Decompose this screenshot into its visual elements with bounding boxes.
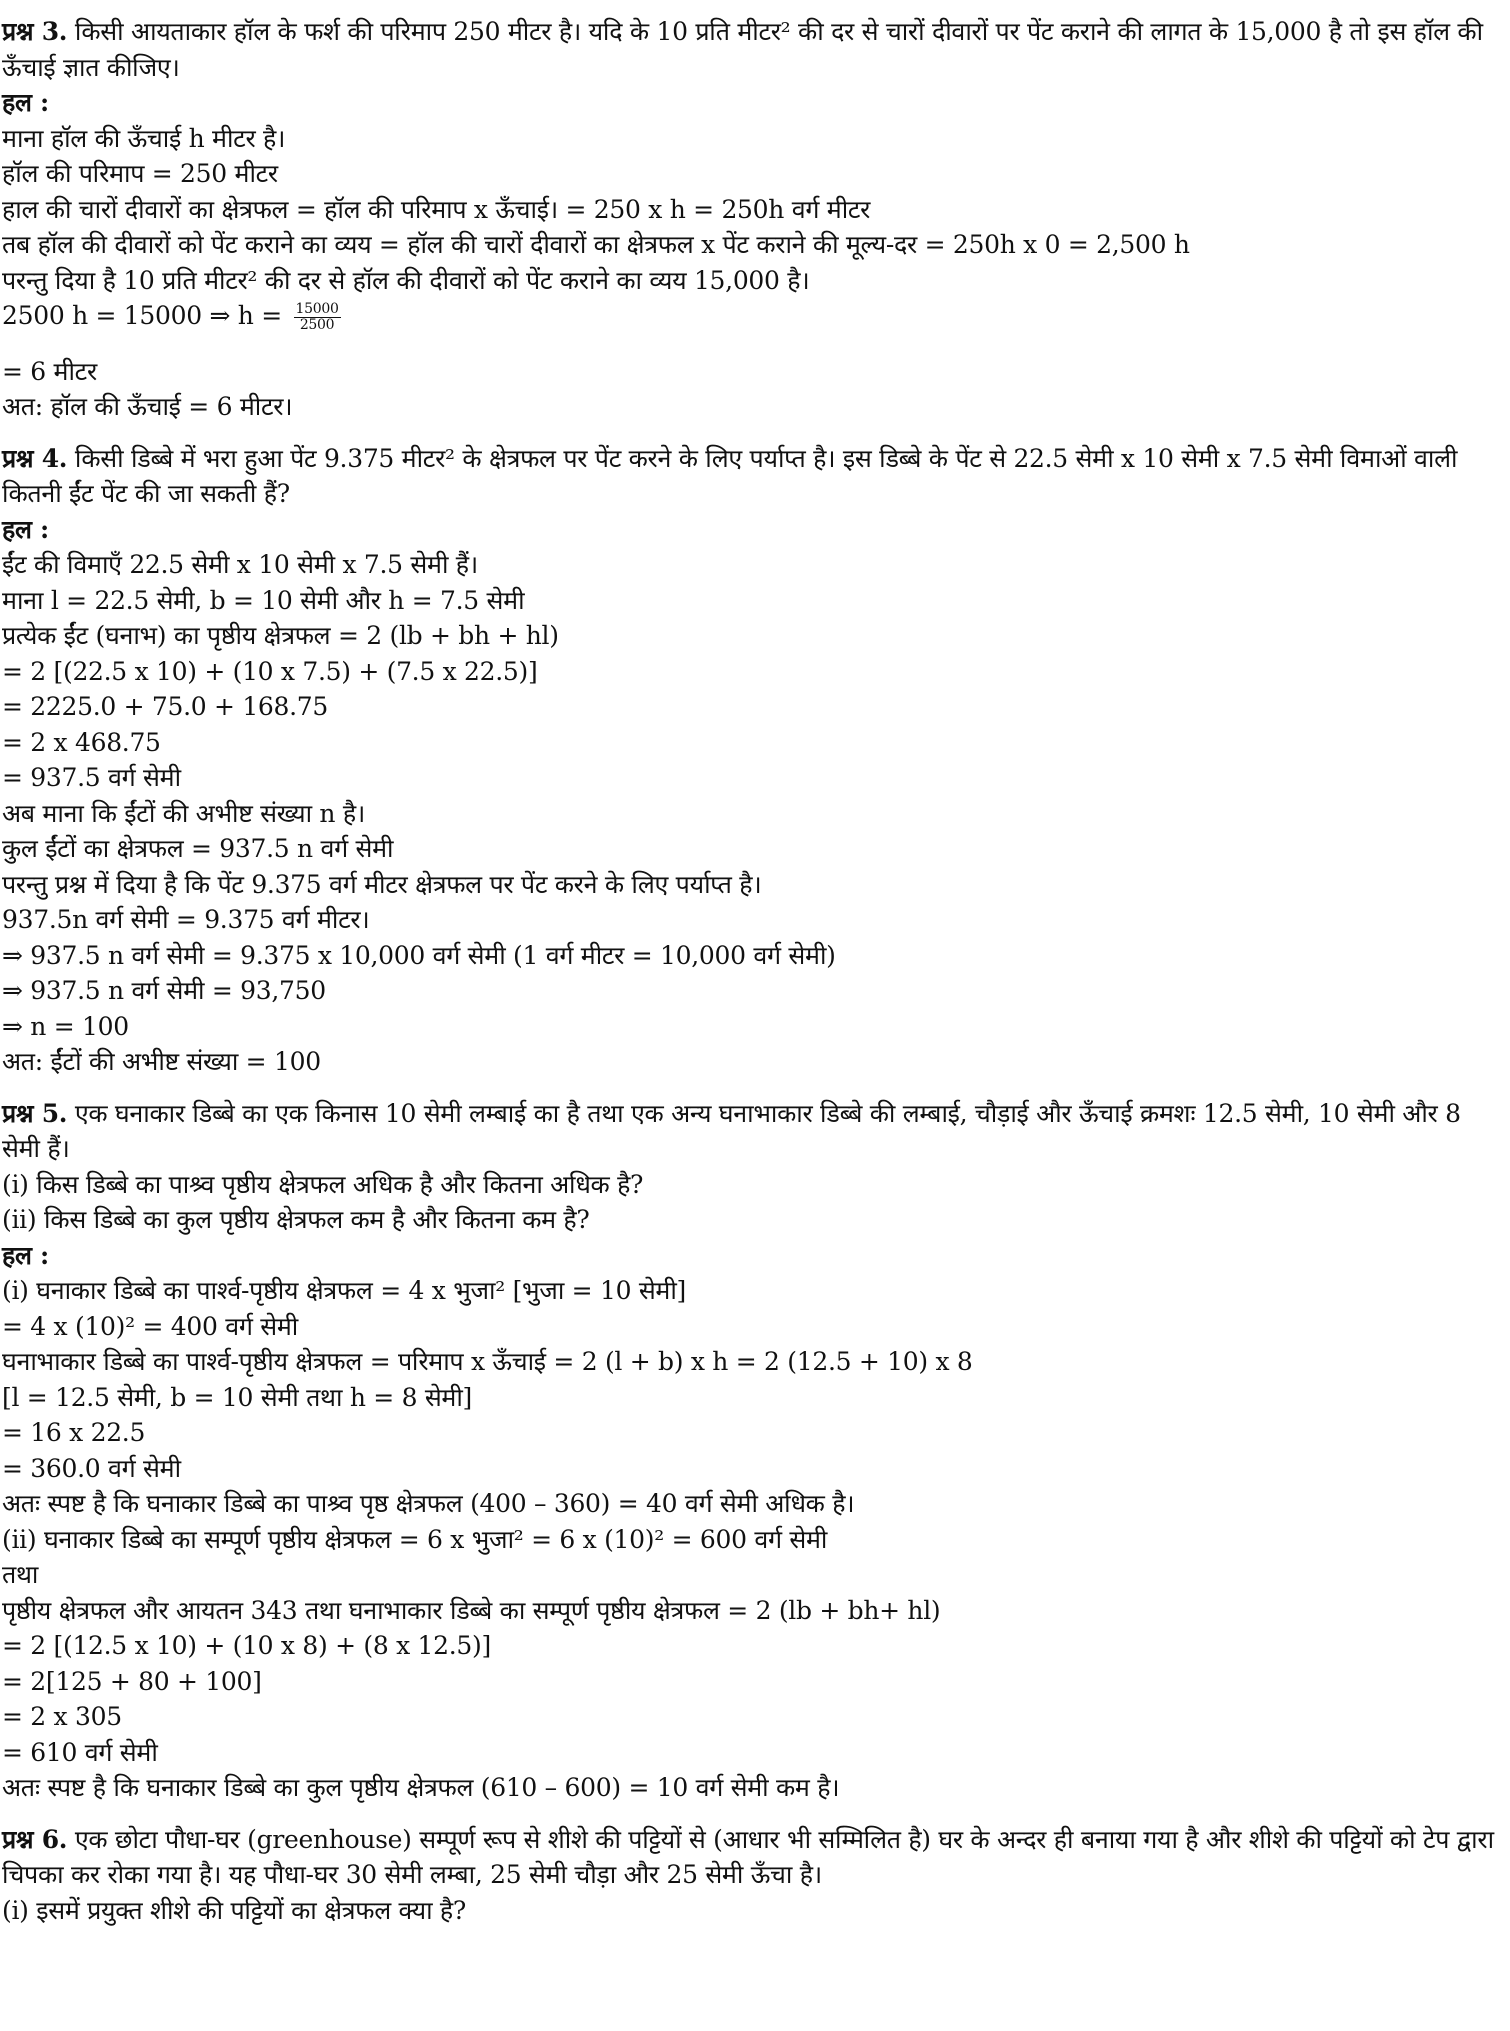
solution-line: अत: हॉल की ऊँचाई = 6 मीटर। — [2, 392, 293, 421]
solution-line: अब माना कि ईंटों की अभीष्ट संख्या n है। — [2, 798, 366, 828]
question-3-text: किसी आयताकार हॉल के फर्श की परिमाप 250 मीटर है। यदि के 10 प्रति मीटर² की दर से चारों दीवारों पर पेंट कराने की लागत के 15,000 है तो इस हॉल की ऊँचाई ज्ञात कीजिए। — [2, 17, 1483, 82]
question-5-solution-heading: हल : — [2, 1240, 49, 1270]
solution-line: ⇒ 937.5 n वर्ग सेमी = 9.375 x 10,000 वर्ग सेमी (1 वर्ग मीटर = 10,000 वर्ग सेमी) — [2, 940, 836, 970]
question-3-solution-heading: हल : — [2, 88, 49, 117]
solution-line: = 2 x 468.75 — [2, 727, 161, 757]
solution-line: = 2 x 305 — [2, 1702, 122, 1731]
sub-question: (i) किस डिब्बे का पाश्र्व पृष्ठीय क्षेत्रफल अधिक है और कितना अधिक है? — [2, 1169, 644, 1199]
solution-line: तथा — [2, 1560, 39, 1589]
solution-line: कुल ईंटों का क्षेत्रफल = 937.5 n वर्ग सेमी — [2, 834, 394, 863]
solution-line: परन्तु दिया है 10 प्रति मीटर² की दर से हॉल की दीवारों को पेंट कराने का व्यय 15,000 है। — [2, 265, 810, 295]
solution-line: = 360.0 वर्ग सेमी — [2, 1453, 181, 1483]
question-3 — [2, 14, 1504, 85]
solution-line: ⇒ 937.5 n वर्ग सेमी = 93,750 — [2, 976, 326, 1005]
question-5-text: एक घनाकार डिब्बे का एक किनास 10 सेमी लम्बाई का है तथा एक अन्य घनाभाकार डिब्बे की लम्बाई, चौड़ाई और ऊँचाई क्रमशः 12.5 सेमी, 10 सेमी और 8 सेमी हैं। — [2, 1098, 1461, 1163]
fraction-denominator: 2500 — [299, 317, 335, 333]
question-4-solution-heading: हल : — [2, 514, 49, 544]
question-4 — [2, 441, 1504, 512]
solution-line: अतः स्पष्ट है कि घनाकार डिब्बे का कुल पृष्ठीय क्षेत्रफल (610 – 600) = 10 वर्ग सेमी कम है। — [2, 1773, 840, 1802]
solution-line: [l = 12.5 सेमी, b = 10 सेमी तथा h = 8 सेमी] — [2, 1382, 473, 1412]
question-3-label: प्रश्न 3. — [2, 17, 68, 46]
spacer — [2, 334, 1504, 354]
solution-line: = 2 [(22.5 x 10) + (10 x 7.5) + (7.5 x 22.5)] — [2, 656, 538, 686]
solution-line: ईंट की विमाएँ 22.5 सेमी x 10 सेमी x 7.5 सेमी हैं। — [2, 550, 478, 579]
question-5-label: प्रश्न 5. — [2, 1098, 68, 1128]
question-5 — [2, 1096, 1504, 1167]
spacer — [2, 425, 1504, 441]
solution-line: = 937.5 वर्ग सेमी — [2, 763, 181, 792]
solution-line: हॉल की परिमाप = 250 मीटर — [2, 159, 278, 188]
solution-line: 937.5n वर्ग सेमी = 9.375 वर्ग मीटर। — [2, 905, 370, 934]
equation-line — [2, 298, 1504, 334]
solution-line: = 2[125 + 80 + 100] — [2, 1666, 262, 1696]
solution-line: पृष्ठीय क्षेत्रफल और आयतन 343 तथा घनाभाकार डिब्बे का सम्पूर्ण पृष्ठीय क्षेत्रफल = 2 (lb + bh+ hl) — [2, 1595, 941, 1625]
solution-line: = 2 [(12.5 x 10) + (10 x 8) + (8 x 12.5)] — [2, 1631, 491, 1660]
solution-line: प्रत्येक ईंट (घनाभ) का पृष्ठीय क्षेत्रफल = 2 (lb + bh + hl) — [2, 621, 559, 650]
solution-line: = 2225.0 + 75.0 + 168.75 — [2, 692, 328, 721]
question-4-text: किसी डिब्बे में भरा हुआ पेंट 9.375 मीटर² के क्षेत्रफल पर पेंट करने के लिए पर्याप्त है। इस डिब्बे के पेंट से 22.5 सेमी x 10 सेमी x 7.5 सेमी विमाओं वाली कितनी ईंट पेंट की जा सकती हैं? — [2, 443, 1458, 508]
solution-line: = 4 x (10)² = 400 वर्ग सेमी — [2, 1311, 298, 1341]
question-4-label: प्रश्न 4. — [2, 443, 68, 473]
question-6-label: प्रश्न 6. — [2, 1824, 68, 1854]
solution-line: (i) घनाकार डिब्बे का पार्श्व-पृष्ठीय क्षेत्रफल = 4 x भुजा² [भुजा = 10 सेमी] — [2, 1276, 686, 1305]
solution-line: (ii) घनाकार डिब्बे का सम्पूर्ण पृष्ठीय क्षेत्रफल = 6 x भुजा² = 6 x (10)² = 600 वर्ग सेमी — [2, 1524, 828, 1554]
fraction-numerator: 15000 — [295, 301, 339, 317]
spacer — [2, 1080, 1504, 1096]
solution-line: तब हॉल की दीवारों को पेंट कराने का व्यय = हॉल की चारों दीवारों का क्षेत्रफल x पेंट कराने की मूल्य-दर = 250h x 0 = 2,500 h — [2, 230, 1190, 259]
solution-line: = 16 x 22.5 — [2, 1418, 146, 1447]
solution-line: माना l = 22.5 सेमी, b = 10 सेमी और h = 7.5 सेमी — [2, 585, 525, 615]
equation-prefix: 2500 h = 15000 ⇒ h = — [2, 301, 290, 330]
solution-line: माना हॉल की ऊँचाई h मीटर है। — [2, 123, 286, 153]
fraction — [294, 302, 341, 333]
solution-line: = 610 वर्ग सेमी — [2, 1737, 158, 1767]
spacer — [2, 1806, 1504, 1822]
sub-question: (i) इसमें प्रयुक्त शीशे की पट्टियों का क्षेत्रफल क्या है? — [2, 1895, 467, 1925]
sub-question: (ii) किस डिब्बे का कुल पृष्ठीय क्षेत्रफल कम है और कितना कम है? — [2, 1205, 590, 1234]
solution-line: = 6 मीटर — [2, 356, 97, 386]
question-6-text: एक छोटा पौधा-घर (greenhouse) सम्पूर्ण रूप से शीशे की पट्टियों से (आधार भी सम्मिलित है) घर के अन्दर ही बनाया गया है और शीशे की पट्टियों को टेप द्वारा चिपका कर रोका गया है। यह पौधा-घर 30 सेमी लम्बा, 25 सेमी चौड़ा और 25 सेमी ऊँचा है। — [2, 1824, 1494, 1889]
solution-line: अतः स्पष्ट है कि घनाकार डिब्बे का पाश्र्व पृष्ठ क्षेत्रफल (400 – 360) = 40 वर्ग सेमी अधिक है। — [2, 1489, 855, 1518]
solution-line: अत: ईंटों की अभीष्ट संख्या = 100 — [2, 1047, 321, 1076]
question-6 — [2, 1822, 1504, 1893]
solution-line: परन्तु प्रश्न में दिया है कि पेंट 9.375 वर्ग मीटर क्षेत्रफल पर पेंट करने के लिए पर्याप्त है। — [2, 869, 762, 899]
solution-line: घनाभाकार डिब्बे का पार्श्व-पृष्ठीय क्षेत्रफल = परिमाप x ऊँचाई = 2 (l + b) x h = 2 (12.5 + 10) x 8 — [2, 1347, 973, 1376]
solution-line: हाल की चारों दीवारों का क्षेत्रफल = हॉल की परिमाप x ऊँचाई। = 250 x h = 250h वर्ग मीटर — [2, 194, 871, 224]
solution-line: ⇒ n = 100 — [2, 1011, 129, 1041]
